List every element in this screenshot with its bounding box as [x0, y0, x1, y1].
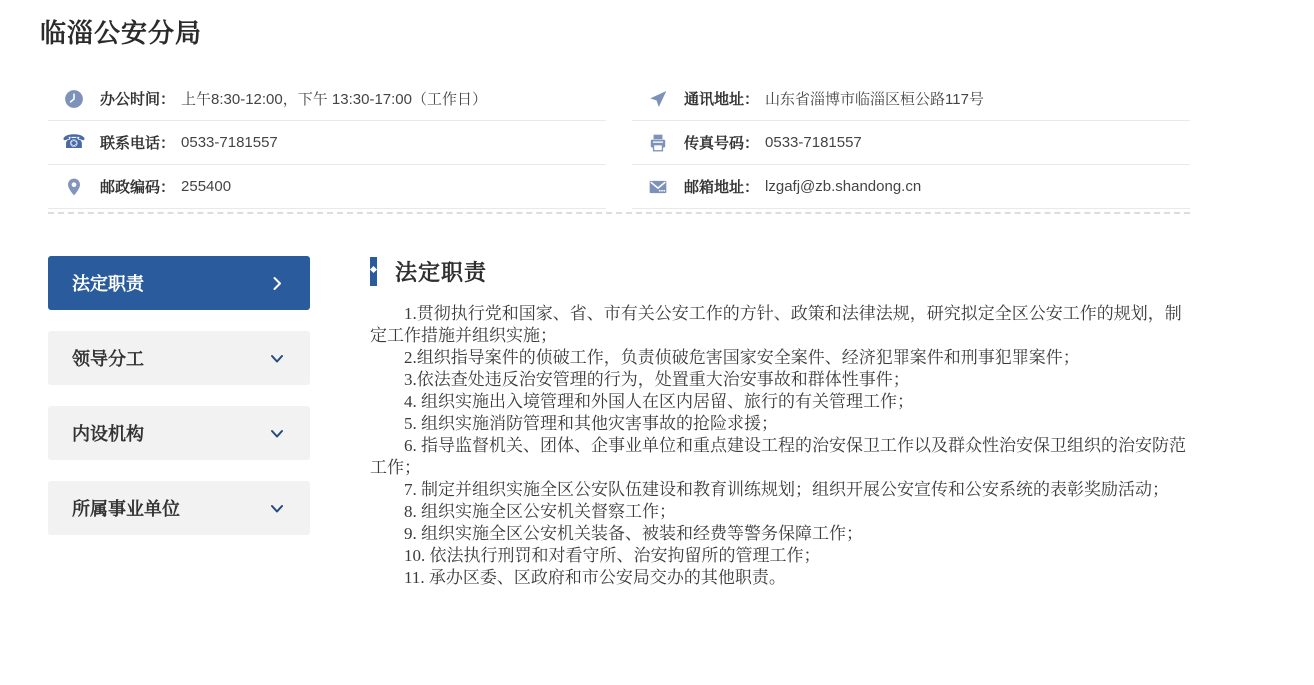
- contact-row-email: [632, 165, 1190, 209]
- contact-value: lzgafj@zb.shandong.cn: [765, 178, 922, 195]
- duties-text: [370, 303, 1192, 589]
- content-layout: [48, 256, 1314, 589]
- navigation-arrow-icon: [648, 89, 668, 109]
- contact-row-phone: [48, 121, 606, 165]
- contact-value: 山东省淄博市临淄区桓公路117号: [765, 91, 984, 108]
- main-content: [370, 256, 1192, 589]
- contact-value: 0533-7181557: [181, 134, 278, 151]
- sidebar-item-label: 法定职责: [72, 274, 144, 294]
- sidebar-item-legal-duties[interactable]: [48, 256, 310, 310]
- duty-item: 11. 承办区委、区政府和市公安局交办的其他职责。: [404, 568, 786, 587]
- contact-row-postcode: [48, 165, 606, 209]
- contact-row-fax: [632, 121, 1190, 165]
- contact-value: 255400: [181, 178, 232, 195]
- duty-item: 8. 组织实施全区公安机关督察工作；: [404, 502, 676, 521]
- section-title: 法定职责: [395, 260, 488, 285]
- sidebar-item-label: 所属事业单位: [72, 499, 180, 519]
- contact-label: 邮箱地址：: [684, 179, 760, 196]
- duty-item: 3.依法查处违反治安管理的行为，处置重大治安事故和群体性事件；: [404, 370, 910, 389]
- duty-item: 6. 指导监督机关、团体、企事业单位和重点建设工程的治安保卫工作以及群众性治安保卫组织的治安防范工作；: [370, 436, 1186, 477]
- chevron-down-icon: [268, 349, 286, 368]
- duty-item: 1.贯彻执行党和国家、省、市有关公安工作的方针、政策和法律法规，研究拟定全区公安工作的规划，制定工作措施并组织实施；: [370, 304, 1182, 345]
- chevron-right-icon: [268, 274, 286, 293]
- sidebar-item-label: 内设机构: [72, 424, 144, 444]
- mail-icon: [648, 177, 668, 197]
- sidebar-item-affiliated-units[interactable]: [48, 481, 310, 535]
- duty-item: 4. 组织实施出入境管理和外国人在区内居留、旅行的有关管理工作；: [404, 392, 914, 411]
- duty-item: 2.组织指导案件的侦破工作，负责侦破危害国家安全案件、经济犯罪案件和刑事犯罪案件；: [404, 348, 1080, 367]
- title-accent-bar: [370, 257, 377, 286]
- phone-icon: ☎: [62, 132, 86, 153]
- duty-item: 7. 制定并组织实施全区公安队伍建设和教育训练规划；组织开展公安宣传和公安系统的表彰奖励活动；: [404, 480, 1169, 499]
- duty-item: 5. 组织实施消防管理和其他灾害事故的抢险求援；: [404, 414, 778, 433]
- contact-label: 通讯地址：: [684, 91, 760, 108]
- sidebar-item-leadership[interactable]: [48, 331, 310, 385]
- contact-label: 传真号码：: [684, 135, 760, 152]
- sidebar-item-internal-orgs[interactable]: [48, 406, 310, 460]
- dashed-divider: [48, 212, 1190, 214]
- duty-item: 10. 依法执行刑罚和对看守所、治安拘留所的管理工作；: [404, 546, 821, 565]
- contact-info-table: [48, 77, 1190, 209]
- sidebar-item-label: 领导分工: [72, 349, 144, 369]
- sidebar-nav: [48, 256, 310, 556]
- section-header: [370, 256, 1192, 287]
- duty-item: 9. 组织实施全区公安机关装备、被装和经费等警务保障工作；: [404, 524, 863, 543]
- chevron-down-icon: [268, 499, 286, 518]
- clock-icon: [64, 89, 84, 109]
- fax-icon: [648, 133, 668, 153]
- contact-row-office-hours: [48, 77, 606, 121]
- chevron-down-icon: [268, 424, 286, 443]
- contact-value: 0533-7181557: [765, 134, 862, 151]
- location-pin-icon: [64, 177, 84, 197]
- contact-value: 上午8:30-12:00，下午 13:30-17:00（工作日）: [181, 91, 487, 108]
- contact-label: 邮政编码：: [100, 179, 176, 196]
- contact-row-address: [632, 77, 1190, 121]
- contact-label: 联系电话：: [100, 135, 176, 152]
- contact-label: 办公时间：: [100, 91, 176, 108]
- page-title: 临淄公安分局: [40, 18, 203, 48]
